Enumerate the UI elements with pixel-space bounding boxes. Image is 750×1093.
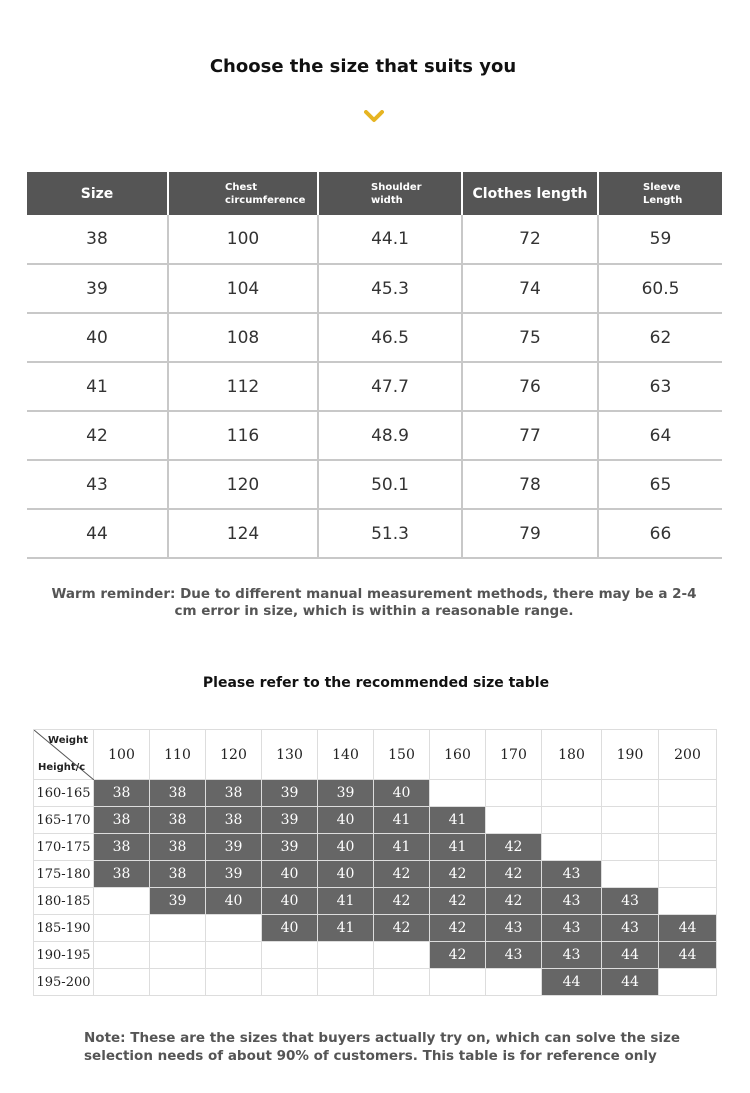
- table-cell: 60.5: [598, 264, 722, 313]
- table-cell: 112: [168, 362, 318, 411]
- empty-cell: [94, 915, 150, 942]
- empty-cell: [150, 942, 206, 969]
- recommended-size-cell: 40: [206, 888, 262, 915]
- table-cell: 77: [462, 411, 598, 460]
- table-cell: 51.3: [318, 509, 462, 558]
- empty-cell: [486, 969, 542, 996]
- empty-cell: [430, 780, 486, 807]
- recommended-size-cell: 42: [374, 915, 430, 942]
- empty-cell: [430, 969, 486, 996]
- empty-cell: [659, 861, 717, 888]
- table-cell: 40: [27, 313, 168, 362]
- table-cell: 46.5: [318, 313, 462, 362]
- warm-reminder: [0, 586, 748, 620]
- table-row: [34, 807, 717, 834]
- recommended-size-cell: 42: [486, 861, 542, 888]
- note: [84, 1029, 724, 1065]
- size-chart-table: [27, 172, 722, 559]
- recommended-size-cell: 43: [542, 888, 602, 915]
- weight-header-cell: 170: [486, 730, 542, 780]
- table-cell: 38: [27, 215, 168, 264]
- empty-cell: [659, 969, 717, 996]
- recommended-size-cell: 38: [150, 807, 206, 834]
- header-sleeve: [598, 172, 722, 215]
- weight-header-cell: 190: [602, 730, 659, 780]
- weight-header-cell: 140: [318, 730, 374, 780]
- recommended-size-cell: 44: [542, 969, 602, 996]
- recommended-size-cell: 39: [206, 834, 262, 861]
- empty-cell: [659, 834, 717, 861]
- table-cell: 74: [462, 264, 598, 313]
- height-range-cell: 190-195: [34, 942, 94, 969]
- weight-header-cell: 160: [430, 730, 486, 780]
- table-cell: 116: [168, 411, 318, 460]
- empty-cell: [150, 969, 206, 996]
- recommended-size-cell: 43: [486, 915, 542, 942]
- table-row: [34, 942, 717, 969]
- table-row: [27, 509, 722, 558]
- recommended-size-cell: 38: [206, 807, 262, 834]
- table-cell: 42: [27, 411, 168, 460]
- height-range-cell: 180-185: [34, 888, 94, 915]
- empty-cell: [374, 969, 430, 996]
- empty-cell: [486, 780, 542, 807]
- empty-cell: [542, 780, 602, 807]
- recommended-size-cell: 41: [430, 834, 486, 861]
- recommended-size-cell: 43: [486, 942, 542, 969]
- recommended-size-cell: 43: [602, 888, 659, 915]
- empty-cell: [602, 780, 659, 807]
- empty-cell: [94, 942, 150, 969]
- height-range-cell: 175-180: [34, 861, 94, 888]
- recommended-size-cell: 40: [262, 888, 318, 915]
- table-cell: 100: [168, 215, 318, 264]
- recommended-size-cell: 42: [430, 942, 486, 969]
- recommended-size-cell: 44: [602, 969, 659, 996]
- recommended-size-cell: 42: [430, 888, 486, 915]
- recommended-size-cell: 40: [262, 861, 318, 888]
- table-cell: 43: [27, 460, 168, 509]
- table-row: [34, 888, 717, 915]
- empty-cell: [542, 807, 602, 834]
- recommended-size-cell: 44: [602, 942, 659, 969]
- empty-cell: [659, 780, 717, 807]
- table-cell: 108: [168, 313, 318, 362]
- recommended-size-cell: 41: [374, 807, 430, 834]
- empty-cell: [486, 807, 542, 834]
- recommended-size-cell: 40: [318, 834, 374, 861]
- table-cell: 124: [168, 509, 318, 558]
- table-cell: 50.1: [318, 460, 462, 509]
- empty-cell: [206, 969, 262, 996]
- recommended-size-cell: 39: [262, 807, 318, 834]
- empty-cell: [206, 915, 262, 942]
- empty-cell: [602, 834, 659, 861]
- table-row: [27, 215, 722, 264]
- recommended-size-cell: 38: [150, 861, 206, 888]
- weight-header-cell: 180: [542, 730, 602, 780]
- empty-cell: [318, 969, 374, 996]
- note-line-2: selection needs of about 90% of customers. This table is for reference only: [84, 1048, 657, 1064]
- table-cell: 76: [462, 362, 598, 411]
- table-cell: 120: [168, 460, 318, 509]
- height-range-cell: 165-170: [34, 807, 94, 834]
- recommend-size-table: [33, 729, 717, 996]
- table-cell: 104: [168, 264, 318, 313]
- recommended-size-cell: 38: [94, 861, 150, 888]
- empty-cell: [262, 969, 318, 996]
- recommended-size-cell: 41: [318, 915, 374, 942]
- table-cell: 44.1: [318, 215, 462, 264]
- header-clothes-length: Clothes length: [462, 172, 598, 215]
- recommended-size-cell: 41: [374, 834, 430, 861]
- recommended-size-cell: 40: [374, 780, 430, 807]
- table-row: [34, 915, 717, 942]
- recommended-size-cell: 44: [659, 942, 717, 969]
- header-shoulder: [318, 172, 462, 215]
- weight-header-cell: 110: [150, 730, 206, 780]
- empty-cell: [318, 942, 374, 969]
- empty-cell: [542, 834, 602, 861]
- recommended-size-cell: 39: [262, 834, 318, 861]
- recommended-size-cell: 43: [602, 915, 659, 942]
- height-range-cell: 160-165: [34, 780, 94, 807]
- empty-cell: [602, 861, 659, 888]
- reminder-line-1: Warm reminder: Due to different manual measurement methods, there may be a 2-4: [51, 586, 697, 602]
- recommended-size-cell: 42: [486, 834, 542, 861]
- recommended-size-cell: 42: [374, 888, 430, 915]
- table-row: [27, 362, 722, 411]
- table-cell: 48.9: [318, 411, 462, 460]
- recommended-size-cell: 38: [150, 780, 206, 807]
- recommended-size-cell: 44: [659, 915, 717, 942]
- reminder-line-2: cm error in size, which is within a reasonable range.: [174, 603, 574, 619]
- recommend-title: Please refer to the recommended size table: [202, 675, 550, 691]
- recommended-size-cell: 38: [94, 834, 150, 861]
- header-sleeve-label: Sleeve Length: [643, 181, 683, 206]
- header-chest: [168, 172, 318, 215]
- empty-cell: [374, 942, 430, 969]
- recommended-size-cell: 42: [430, 861, 486, 888]
- recommended-size-cell: 39: [318, 780, 374, 807]
- weight-header-cell: 100: [94, 730, 150, 780]
- table-cell: 44: [27, 509, 168, 558]
- empty-cell: [602, 807, 659, 834]
- empty-cell: [659, 807, 717, 834]
- empty-cell: [262, 942, 318, 969]
- empty-cell: [206, 942, 262, 969]
- table-row: [27, 264, 722, 313]
- height-range-cell: 185-190: [34, 915, 94, 942]
- page-title: Choose the size that suits you: [209, 56, 517, 77]
- table-cell: 65: [598, 460, 722, 509]
- empty-cell: [94, 969, 150, 996]
- height-range-cell: 170-175: [34, 834, 94, 861]
- recommended-size-cell: 40: [262, 915, 318, 942]
- weight-header-cell: 120: [206, 730, 262, 780]
- table-cell: 64: [598, 411, 722, 460]
- table-row: [34, 834, 717, 861]
- corner-cell: [34, 730, 94, 780]
- table-cell: 62: [598, 313, 722, 362]
- height-label: Height/c: [38, 762, 86, 773]
- table-cell: 78: [462, 460, 598, 509]
- table-row: [27, 313, 722, 362]
- recommended-size-cell: 43: [542, 915, 602, 942]
- height-range-cell: 195-200: [34, 969, 94, 996]
- size-chart-header: [27, 172, 722, 215]
- table-row: [34, 969, 717, 996]
- note-line-1: Note: These are the sizes that buyers actually try on, which can solve the size: [84, 1030, 681, 1046]
- weight-label: Weight: [48, 735, 88, 746]
- empty-cell: [94, 888, 150, 915]
- table-cell: 41: [27, 362, 168, 411]
- recommended-size-cell: 43: [542, 861, 602, 888]
- empty-cell: [150, 915, 206, 942]
- recommended-size-cell: 42: [374, 861, 430, 888]
- chevron-down-icon: [364, 110, 384, 124]
- recommended-size-cell: 38: [206, 780, 262, 807]
- header-shoulder-label: Shoulder width: [371, 181, 422, 206]
- header-chest-label: Chest circumference: [225, 181, 306, 206]
- table-row: [27, 460, 722, 509]
- recommended-size-cell: 39: [150, 888, 206, 915]
- weight-header-cell: 200: [659, 730, 717, 780]
- table-row: [34, 780, 717, 807]
- weight-header-cell: 150: [374, 730, 430, 780]
- recommended-size-cell: 40: [318, 807, 374, 834]
- table-cell: 45.3: [318, 264, 462, 313]
- table-cell: 66: [598, 509, 722, 558]
- table-cell: 79: [462, 509, 598, 558]
- recommended-size-cell: 41: [430, 807, 486, 834]
- recommended-size-cell: 41: [318, 888, 374, 915]
- recommended-size-cell: 43: [542, 942, 602, 969]
- table-cell: 47.7: [318, 362, 462, 411]
- recommended-size-cell: 39: [206, 861, 262, 888]
- recommended-size-cell: 40: [318, 861, 374, 888]
- header-size: Size: [27, 172, 168, 215]
- table-cell: 72: [462, 215, 598, 264]
- recommended-size-cell: 42: [430, 915, 486, 942]
- table-cell: 39: [27, 264, 168, 313]
- recommended-size-cell: 38: [94, 807, 150, 834]
- weight-header-cell: 130: [262, 730, 318, 780]
- recommended-size-cell: 38: [94, 780, 150, 807]
- empty-cell: [659, 888, 717, 915]
- recommended-size-cell: 42: [486, 888, 542, 915]
- table-row: [27, 411, 722, 460]
- table-row: [34, 861, 717, 888]
- table-cell: 63: [598, 362, 722, 411]
- weight-header-row: [34, 730, 717, 780]
- recommended-size-cell: 38: [150, 834, 206, 861]
- table-cell: 75: [462, 313, 598, 362]
- table-cell: 59: [598, 215, 722, 264]
- recommended-size-cell: 39: [262, 780, 318, 807]
